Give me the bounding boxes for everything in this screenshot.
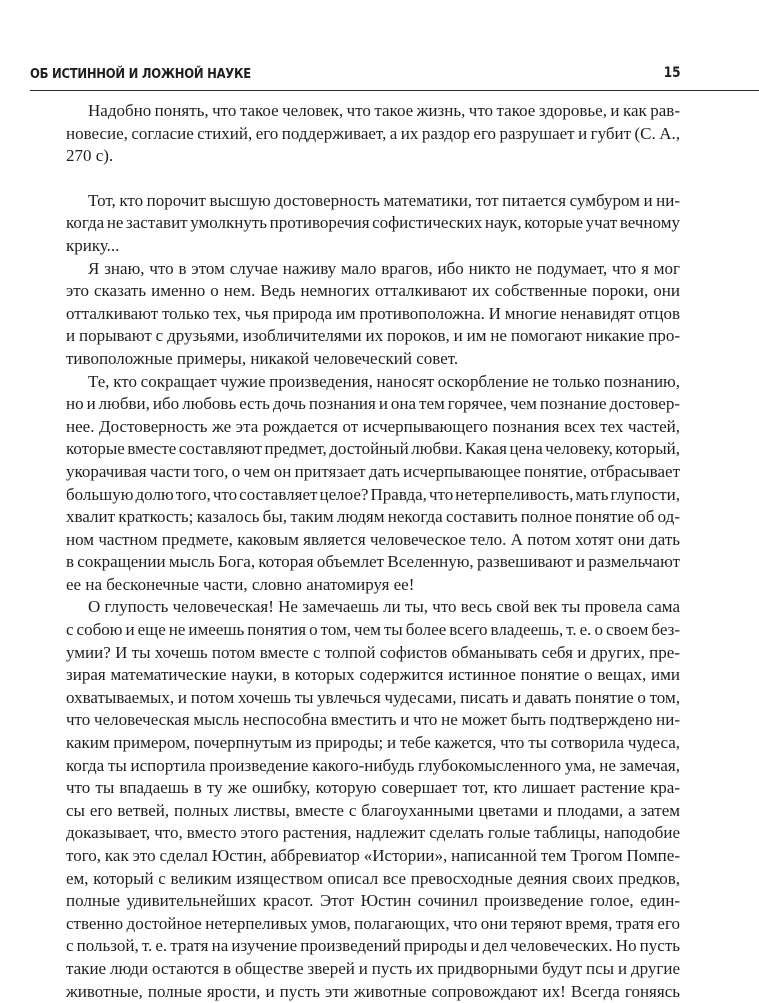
text-line: что человеческая мысль неспособна вместить и что не может быть подтверждено ни- <box>66 710 680 730</box>
text-line: и порывают с друзьями, изобличителями их пороков, и им не помогают никакие про- <box>66 326 680 346</box>
text-line: когда не заставит умолкнуть противоречия софистических наук, которые учат вечному <box>66 213 680 233</box>
text-line: О глупость человеческая! Не замечаешь ли ты, что весь свой век ты провела сама <box>88 597 680 617</box>
text-line: которые вместе составляют предмет, достойный любви. Какая цена человеку, который, <box>66 439 680 459</box>
text-line: что ты впадаешь в ту же ошибку, которую совершает тот, кто лишает растение кра- <box>66 778 680 798</box>
text-line: но и любви, ибо любовь есть дочь познания и она тем горячее, чем познание достовер- <box>66 394 680 414</box>
text-line: укорачивая части того, о чем он притязает дать исчерпывающее понятие, отбрасывает <box>66 461 680 481</box>
text-line: Те, кто сокращает чужие произведения, наносят оскорбление не только познанию, <box>88 371 680 391</box>
header-divider <box>30 90 759 91</box>
text-line: новесие, согласие стихий, его поддерживает, а их раздор его разрушает и губит (С. А., <box>66 123 680 143</box>
text-line: 270 с). <box>66 146 114 166</box>
text-line: животные, полные ярости, и пусть эти животные сопровождают их! Всегда гоняясь <box>66 981 680 1001</box>
text-line: умии? И ты хочешь потом вместе с толпой софистов обманывать себя и других, пре- <box>66 642 680 662</box>
text-line: Надобно понять, что такое человек, что такое жизнь, что такое здоровье, и как рав- <box>88 101 680 120</box>
text-line: каким примером, почерпнутым из природы; и тебе кажется, что ты сотворила чудеса, <box>66 733 680 753</box>
text-line: ственно достойное нетерпеливых умов, полагающих, что они теряют время, тратя его <box>66 913 680 933</box>
text-line: отталкивают только тех, чья природа им противоположна. И многие ненавидят отцов <box>66 303 680 323</box>
text-line: нее. Достоверность же эта рождается от исчерпывающего познания всех тех частей, <box>66 416 680 436</box>
paragraph <box>66 371 680 597</box>
text-line: ее на бесконечные части, словно анатомируя ее! <box>66 574 415 594</box>
text-line: такие люди остаются в обществе зверей и пусть их придворными будут псы и другие <box>66 958 680 978</box>
text-line: в сокращении мысль Бога, которая объемлет Вселенную, развешивают и размельчают <box>66 552 680 572</box>
text-line: хвалит краткость; казалось бы, таким людям некогда составить полное понятие об од- <box>66 507 680 527</box>
text-line: доказывает, что, вместо этого растения, надлежит сделать голые таблицы, наподобие <box>66 823 680 843</box>
paragraph <box>66 258 680 371</box>
paragraph <box>66 100 680 168</box>
text-line: большую долю того, что составляет целое? Правда, что нетерпеливость, мать глупости, <box>66 484 680 504</box>
text-line: с собою и еще не имеешь понятия о том, чем ты более всего владеешь, т. е. о своем без- <box>66 620 680 640</box>
text-line: охватываемых, и потом хочешь ты увлечься чудесами, писать и давать понятие о том, <box>66 687 680 707</box>
text-line: когда ты испортила произведение какого-нибудь глубокомысленного ума, не замечая, <box>66 755 680 775</box>
text-line: Я знаю, что в этом случае наживу мало врагов, ибо никто не подумает, что я мог <box>88 258 680 278</box>
text-line: зирая математические науки, в которых содержится истинное понятие о вещах, ими <box>66 665 680 685</box>
text-line: ем, который с великим изяществом описал все превосходные деяния своих предков, <box>66 868 680 888</box>
paragraph <box>66 596 680 1003</box>
text-line: сы его ветвей, полных листвы, вместе с благоуханными цветами и плодами, а затем <box>66 800 680 820</box>
text-line: Тот, кто порочит высшую достоверность математики, тот питается сумбуром и ни- <box>88 190 680 210</box>
running-header <box>30 62 759 92</box>
page-number: 15 <box>663 65 680 81</box>
text-line: того, как это сделал Юстин, аббревиатор «Истории», написанной тем Трогом Помпе- <box>66 846 680 865</box>
text-line: ном частном предмете, каковым является человеческое тело. А потом хотят они дать <box>66 529 680 549</box>
paragraph <box>66 190 680 258</box>
text-line: с пользой, т. е. тратя на изучение произведений природы и дел человеческих. Но пусть <box>66 936 680 956</box>
text-line: полные удивительнейших красот. Этот Юстин сочинил произведение голое, един- <box>66 891 680 911</box>
text-line: крику... <box>66 235 120 255</box>
text-line: это сказать именно о нем. Ведь немногих отталкивают их собственные пороки, они <box>66 281 680 301</box>
running-header-title: ОБ ИСТИННОЙ И ЛОЖНОЙ НАУКЕ <box>30 66 251 82</box>
text-line: тивоположные примеры, никакой человеческий совет. <box>66 348 459 368</box>
page-body <box>66 100 680 1003</box>
